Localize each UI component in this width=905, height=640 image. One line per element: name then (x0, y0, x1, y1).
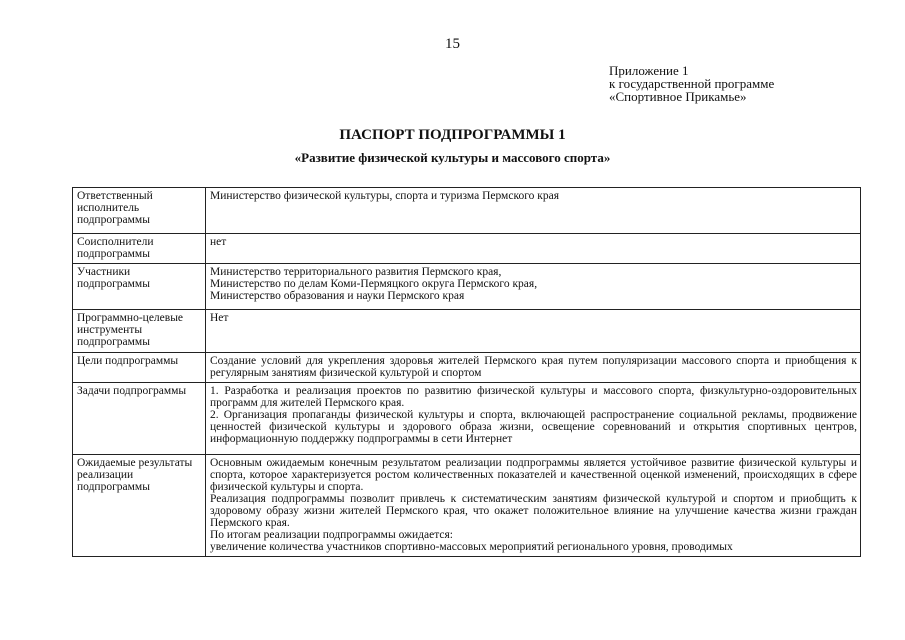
row-label: Участники подпрограммы (73, 264, 206, 310)
value-line: Министерство по делам Коми-Пермяцкого округа Пермского края, (210, 278, 538, 290)
row-value (206, 264, 861, 310)
table-row (73, 264, 861, 310)
table-row (73, 234, 861, 264)
value-line: По итогам реализации подпрограммы ожидается: (210, 529, 453, 541)
appendix-line-1: Приложение 1 (609, 63, 689, 78)
value-line: Основным ожидаемым конечным результатом реализации подпрограммы является устойчивое развитие физической культуры и спорта, которое характеризуется ростом количественных показателей и качественной оценкой изменений, происходящих в сфере физической культуры и спорта. (210, 457, 857, 493)
value-line: 1. Разработка и реализация проектов по развитию физической культуры и массового спорта, физкультурно-оздоровительных программ для жителей Пермского края. (210, 385, 857, 409)
document-title: ПАСПОРТ ПОДПРОГРАММЫ 1 (339, 127, 566, 143)
row-label: Задачи подпрограммы (73, 383, 206, 455)
row-label: Соисполнители подпрограммы (73, 234, 206, 264)
table-row (73, 188, 861, 234)
row-value (206, 188, 861, 234)
row-label: Программно-целевые инструменты подпрограммы (73, 310, 206, 353)
row-label: Ожидаемые результаты реализации подпрограммы (73, 455, 206, 557)
table-row (73, 310, 861, 353)
row-value (206, 383, 861, 455)
row-label: Цели подпрограммы (73, 353, 206, 383)
row-label: Ответственный исполнитель подпрограммы (73, 188, 206, 234)
row-value (206, 310, 861, 353)
row-value (206, 455, 861, 557)
appendix-note (609, 64, 774, 103)
value-line: Создание условий для укрепления здоровья жителей Пермского края путем популяризации массового спорта и приобщения к регулярным занятиям физической культурой и спортом (210, 355, 857, 379)
value-line: Реализация подпрограммы позволит привлечь к систематическим занятиям физической культурой и спортом и приобщить к здоровому образу жизни жителей Пермского края, что окажет положительное влияние на улучшение качества жизни граждан Пермского края. (210, 493, 857, 529)
value-line: Министерство физической культуры, спорта и туризма Пермского края (210, 190, 559, 202)
appendix-line-3: «Спортивное Прикамье» (609, 89, 747, 104)
page-number: 15 (445, 36, 460, 52)
row-value (206, 234, 861, 264)
table-row (73, 455, 861, 557)
value-line: увеличение количества участников спортивно-массовых мероприятий регионального уровня, проводимых (210, 541, 733, 553)
value-line: Министерство территориального развития Пермского края, (210, 266, 502, 278)
row-value (206, 353, 861, 383)
appendix-line-2: к государственной программе (609, 76, 775, 91)
table-row (73, 353, 861, 383)
value-line: 2. Организация пропаганды физической культуры и спорта, включающей распространение социальной рекламы, продвижение ценностей физической культуры и здорового образа жизни, освещение соревнований и открытия спортивных центров, информационную поддержку подпрограммы в сети Интернет (210, 409, 857, 445)
document-subtitle: «Развитие физической культуры и массового спорта» (294, 150, 611, 165)
value-line: нет (210, 236, 227, 248)
value-line: Нет (210, 312, 229, 324)
table-row (73, 383, 861, 455)
value-line: Министерство образования и науки Пермского края (210, 290, 465, 302)
passport-table (72, 187, 861, 557)
